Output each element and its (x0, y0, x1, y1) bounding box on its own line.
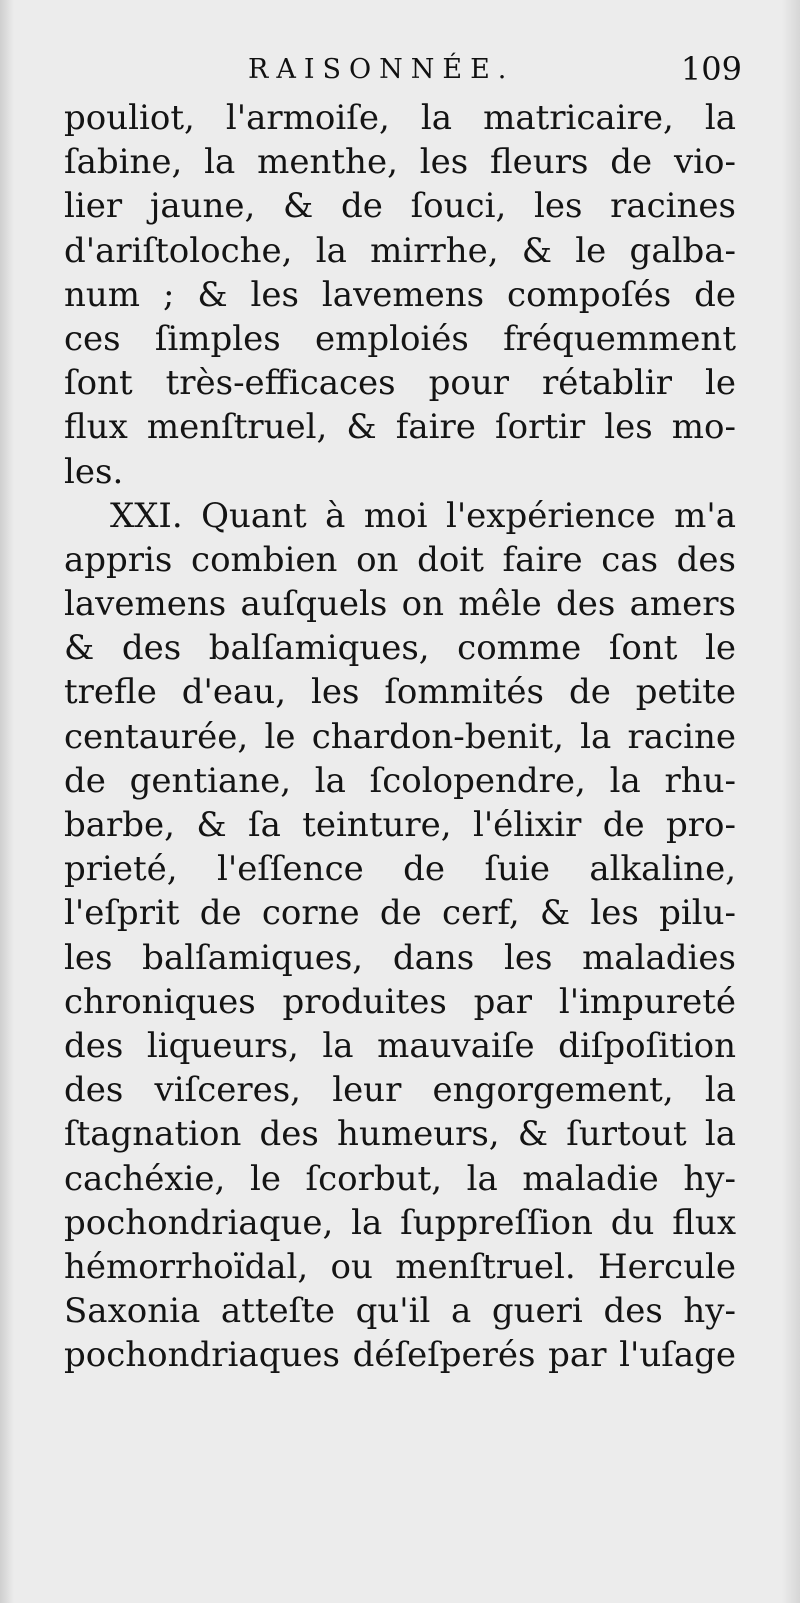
text-line: pochondriaque, la ſuppreſſion du flux (64, 1202, 736, 1243)
text-line: lavemens auſquels on mêle des amers (64, 584, 736, 625)
paragraph-continuation (64, 96, 736, 494)
text-line: les balſamiques, dans les maladies (64, 937, 736, 978)
text-line: ſabine, la menthe, les fleurs de vio- (64, 142, 736, 183)
text-line: flux menſtruel, & faire ſortir les mo- (64, 407, 736, 448)
text-line: num ; & les lavemens compoſés de (64, 274, 736, 315)
body-text (64, 96, 736, 1377)
running-title: RAISONNÉE. (248, 54, 515, 85)
text-line: ſont très-efficaces pour rétablir le (64, 363, 736, 404)
text-line: ces ſimples emploiés fréquemment (64, 318, 736, 359)
page-edge-shadow (782, 0, 800, 1603)
text-line: XXI. Quant à moi l'expérience m'a (110, 495, 736, 536)
text-line: d'ariſtoloche, la mirrhe, & le galba- (64, 230, 736, 271)
text-line: cachéxie, le ſcorbut, la maladie hy- (64, 1158, 736, 1199)
text-line: hémorrhoïdal, ou menſtruel. Hercule (64, 1246, 736, 1287)
text-line: des liqueurs, la mauvaiſe diſpoſition (64, 1025, 736, 1066)
text-line: & des balſamiques, comme ſont le (64, 628, 736, 669)
text-line: de gentiane, la ſcolopendre, la rhu- (64, 760, 736, 801)
text-line: chroniques produites par l'impureté (64, 981, 736, 1022)
text-line: l'eſprit de corne de cerf, & les pilu- (64, 893, 736, 934)
page-number: 109 (680, 50, 742, 88)
text-line: pochondriaques déſeſperés par l'uſage (64, 1335, 736, 1376)
text-line: ſtagnation des humeurs, & ſurtout la (64, 1114, 736, 1155)
text-line: trefle d'eau, les ſommités de petite (64, 672, 736, 713)
text-line: pouliot, l'armoiſe, la matricaire, la (64, 98, 736, 138)
text-line: barbe, & ſa teinture, l'élixir de pro- (64, 805, 736, 845)
paragraph-xxi (64, 494, 736, 1378)
page-spine-shadow (0, 0, 14, 1603)
running-head (60, 50, 742, 90)
text-line: lier jaune, & de ſouci, les racines (64, 186, 736, 227)
text-line: prieté, l'eſſence de ſuie alkaline, (64, 849, 736, 890)
text-line: appris combien on doit faire cas des (64, 539, 736, 580)
text-line: centaurée, le chardon-benit, la racine (64, 716, 736, 757)
text-line: des viſceres, leur engorgement, la (64, 1070, 736, 1111)
text-line: Saxonia atteſte qu'il a gueri des hy- (64, 1291, 736, 1332)
text-line: les. (64, 451, 124, 492)
